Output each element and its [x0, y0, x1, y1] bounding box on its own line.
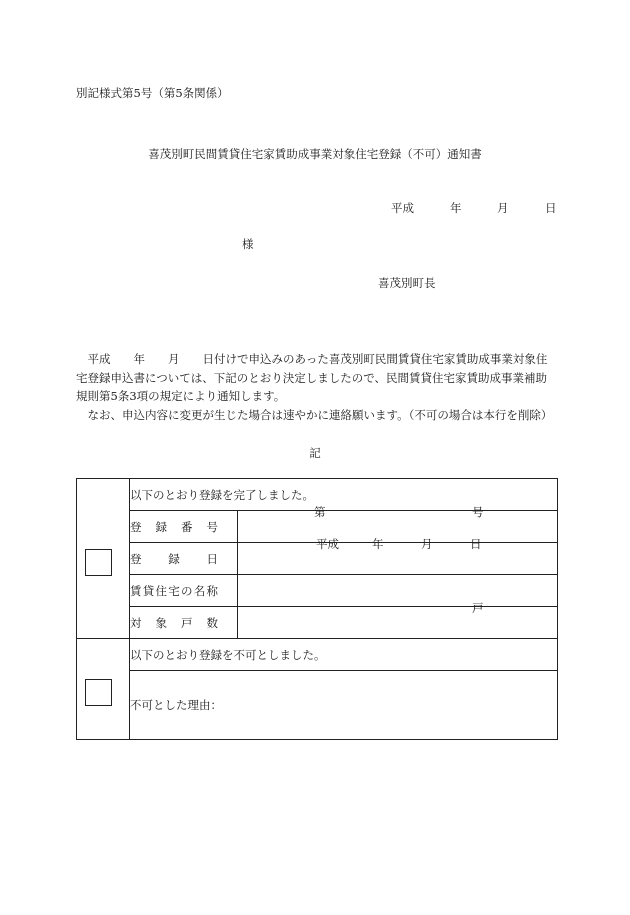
body-text — [76, 350, 558, 424]
complete-checkbox-cell — [77, 479, 130, 639]
reg-number-value[interactable]: 第 号 — [238, 511, 558, 543]
reg-date-label: 登録日 — [130, 543, 238, 575]
house-name-label: 賃貸住宅の名称 — [130, 575, 238, 607]
reg-date-value[interactable]: 平成 年 月 日 — [238, 543, 558, 575]
issuer: 喜茂別町長 — [378, 276, 436, 290]
registration-table — [76, 478, 558, 740]
reason-field[interactable] — [130, 671, 558, 740]
complete-header: 以下のとおり登録を完了しました。 — [130, 479, 558, 511]
document-title: 喜茂別町民間賃貸住宅家賃助成事業対象住宅登録（不可）通知書 — [148, 147, 482, 161]
rejected-checkbox[interactable] — [85, 679, 112, 706]
body-paragraph-2: なお、申込内容に変更が生じた場合は速やかに連絡願います。（不可の場合は本行を削除） — [87, 407, 553, 422]
units-value[interactable]: 戸 — [238, 607, 558, 639]
date-day: 日 — [545, 201, 557, 215]
complete-checkbox[interactable] — [85, 549, 112, 576]
date-era: 平成 — [391, 201, 414, 215]
ki-heading: 記 — [309, 446, 321, 460]
addressee-suffix: 様 — [242, 237, 254, 251]
rejected-checkbox-cell — [77, 639, 130, 740]
units-label: 対象戸数 — [130, 607, 238, 639]
date-year: 年 — [450, 201, 462, 215]
reg-number-label: 登録番号 — [130, 511, 238, 543]
house-name-value[interactable] — [238, 575, 558, 607]
body-paragraph-1: 平成 年 月 日付けで申込みのあった喜茂別町民間賃貸住宅家賃助成事業対象住宅登録申込書については、下記のとおり決定しましたので、民間賃貸住宅家賃助成事業補助規則第5条3項の規定により通知します。 — [76, 352, 548, 403]
date-month: 月 — [497, 201, 509, 215]
rejected-header: 以下のとおり登録を不可としました。 — [130, 639, 558, 671]
form-id: 別記様式第5号（第5条関係） — [76, 86, 229, 100]
reason-label: 不可とした理由： — [130, 698, 222, 712]
